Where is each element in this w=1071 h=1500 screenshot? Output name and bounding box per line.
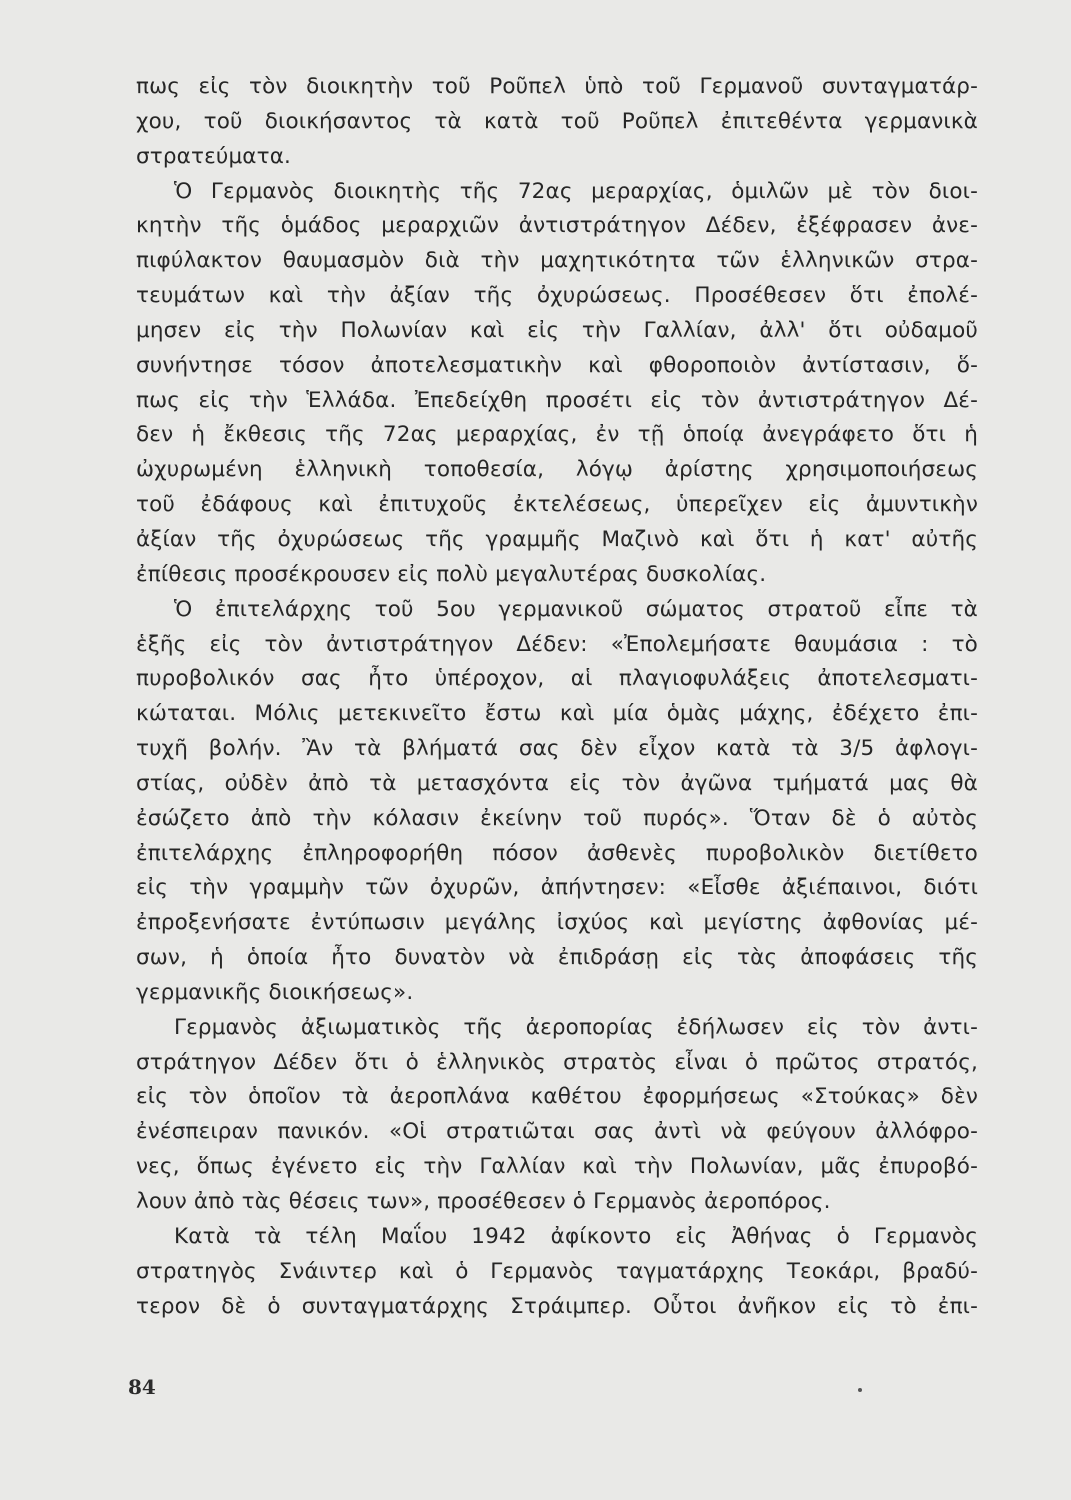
text-line: γερμανικῆς διοικήσεως». xyxy=(136,979,414,1005)
text-line: σων, ἡ ὁποία ἦτο δυνατὸν νὰ ἐπιδράσῃ εἰς τὰς ἀποφάσεις τῆς xyxy=(136,945,978,971)
print-speck xyxy=(858,1388,862,1392)
text-line: τυχῆ βολήν. Ἂν τὰ βλήματά σας δὲν εἶχον κατὰ τὰ 3/5 ἀφλογι- xyxy=(136,736,978,762)
page-number: 84 xyxy=(128,1375,156,1399)
text-line: στράτηγον Δέδεν ὅτι ὁ ἑλληνικὸς στρατὸς εἶναι ὁ πρῶτος στρατός, xyxy=(136,1049,978,1075)
text-line: λουν ἀπὸ τὰς θέσεις των», προσέθεσεν ὁ Γερμανὸς ἀεροπόρος. xyxy=(136,1189,831,1214)
text-line: στρατηγὸς Σνάιντερ καὶ ὁ Γερμανὸς ταγματάρχης Τεοκάρι, βραδύ- xyxy=(136,1258,978,1284)
text-line: στίας, οὐδὲν ἀπὸ τὰ μετασχόντα εἰς τὸν ἀγῶνα τμήματά μας θὰ xyxy=(136,770,978,796)
text-line: μησεν εἰς τὴν Πολωνίαν καὶ εἰς τὴν Γαλλίαν, ἀλλ' ὅτι οὐδαμοῦ xyxy=(136,317,978,343)
text-line: εἰς τὴν γραμμὴν τῶν ὀχυρῶν, ἀπήντησεν: «Εἶσθε ἀξιέπαινοι, διότι xyxy=(136,875,978,901)
text-line: στρατεύματα. xyxy=(136,143,291,169)
text-line: πως εἰς τὸν διοικητὴν τοῦ Ροῦπελ ὑπὸ τοῦ Γερμανοῦ συνταγματάρ- xyxy=(136,74,978,99)
text-line: ἑξῆς εἰς τὸν ἀντιστράτηγον Δέδεν: «Ἐπολεμήσατε θαυμάσια : τὸ xyxy=(136,631,978,657)
text-line: πιφύλακτον θαυμασμὸν διὰ τὴν μαχητικότητα τῶν ἑλληνικῶν στρα- xyxy=(136,248,978,274)
text-line: Ὁ ἐπιτελάρχης τοῦ 5ου γερμανικοῦ σώματος στρατοῦ εἶπε τὰ xyxy=(174,596,978,622)
text-line: τευμάτων καὶ τὴν ἀξίαν τῆς ὀχυρώσεως. Προσέθεσεν ὅτι ἐπολέ- xyxy=(136,283,978,309)
text-line: κητὴν τῆς ὁμάδος μεραρχιῶν ἀντιστράτηγον Δέδεν, ἐξέφρασεν ἀνε- xyxy=(136,213,978,239)
text-line: συνήντησε τόσον ἀποτελεσματικὴν καὶ φθοροποιὸν ἀντίστασιν, ὅ- xyxy=(136,352,978,378)
text-line: ἀξίαν τῆς ὀχυρώσεως τῆς γραμμῆς Μαζινὸ καὶ ὅτι ἡ κατ' αὐτῆς xyxy=(136,526,978,552)
text-line: ἐνέσπειραν πανικόν. «Οἱ στρατιῶται σας ἀντὶ νὰ φεύγουν ἀλλόφρο- xyxy=(136,1119,978,1145)
text-line: δεν ἡ ἔκθεσις τῆς 72ας μεραρχίας, ἐν τῇ ὁποίᾳ ἀνεγράφετο ὅτι ἡ xyxy=(136,422,978,448)
body-text xyxy=(136,70,978,1324)
text-line: κώταται. Μόλις μετεκινεῖτο ἔστω καὶ μία ὁμὰς μάχης, ἐδέχετο ἐπι- xyxy=(136,701,978,727)
text-line: Κατὰ τὰ τέλη Μαΐου 1942 ἀφίκοντο εἰς Ἀθήνας ὁ Γερμανὸς xyxy=(174,1223,978,1249)
text-line: Ὁ Γερμανὸς διοικητὴς τῆς 72ας μεραρχίας, ὁμιλῶν μὲ τὸν διοι- xyxy=(174,178,978,204)
text-line: τερον δὲ ὁ συνταγματάρχης Στράιμπερ. Οὗτοι ἀνῆκον εἰς τὸ ἐπι- xyxy=(136,1293,978,1319)
text-line: εἰς τὸν ὁποῖον τὰ ἀεροπλάνα καθέτου ἐφορμήσεως «Στούκας» δὲν xyxy=(136,1084,978,1110)
text-line: πως εἰς τὴν Ἑλλάδα. Ἐπεδείχθη προσέτι εἰς τὸν ἀντιστράτηγον Δέ- xyxy=(136,387,978,413)
text-line: Γερμανὸς ἀξιωματικὸς τῆς ἀεροπορίας ἐδήλωσεν εἰς τὸν ἀντι- xyxy=(174,1014,978,1040)
text-line: ἐπροξενήσατε ἐντύπωσιν μεγάλης ἰσχύος καὶ μεγίστης ἀφθονίας μέ- xyxy=(136,910,978,936)
text-line: ὠχυρωμένη ἑλληνικὴ τοποθεσία, λόγῳ ἀρίστης χρησιμοποιήσεως xyxy=(136,457,978,483)
text-line: ἐσώζετο ἀπὸ τὴν κόλασιν ἐκείνην τοῦ πυρός». Ὅταν δὲ ὁ αὐτὸς xyxy=(136,805,978,831)
text-line: νες, ὅπως ἐγένετο εἰς τὴν Γαλλίαν καὶ τὴν Πολωνίαν, μᾶς ἐπυροβό- xyxy=(136,1154,978,1180)
text-line: τοῦ ἐδάφους καὶ ἐπιτυχοῦς ἐκτελέσεως, ὑπερεῖχεν εἰς ἀμυντικὴν xyxy=(136,492,978,518)
text-line: χου, τοῦ διοικήσαντος τὰ κατὰ τοῦ Ροῦπελ ἐπιτεθέντα γερμανικὰ xyxy=(136,108,978,134)
text-line: ἐπιτελάρχης ἐπληροφορήθη πόσον ἀσθενὲς πυροβολικὸν διετίθετο xyxy=(136,840,978,866)
text-line: πυροβολικόν σας ἦτο ὑπέροχον, αἱ πλαγιοφυλάξεις ἀποτελεσματι- xyxy=(136,666,978,692)
text-line: ἐπίθεσις προσέκρουσεν εἰς πολὺ μεγαλυτέρας δυσκολίας. xyxy=(136,561,767,587)
